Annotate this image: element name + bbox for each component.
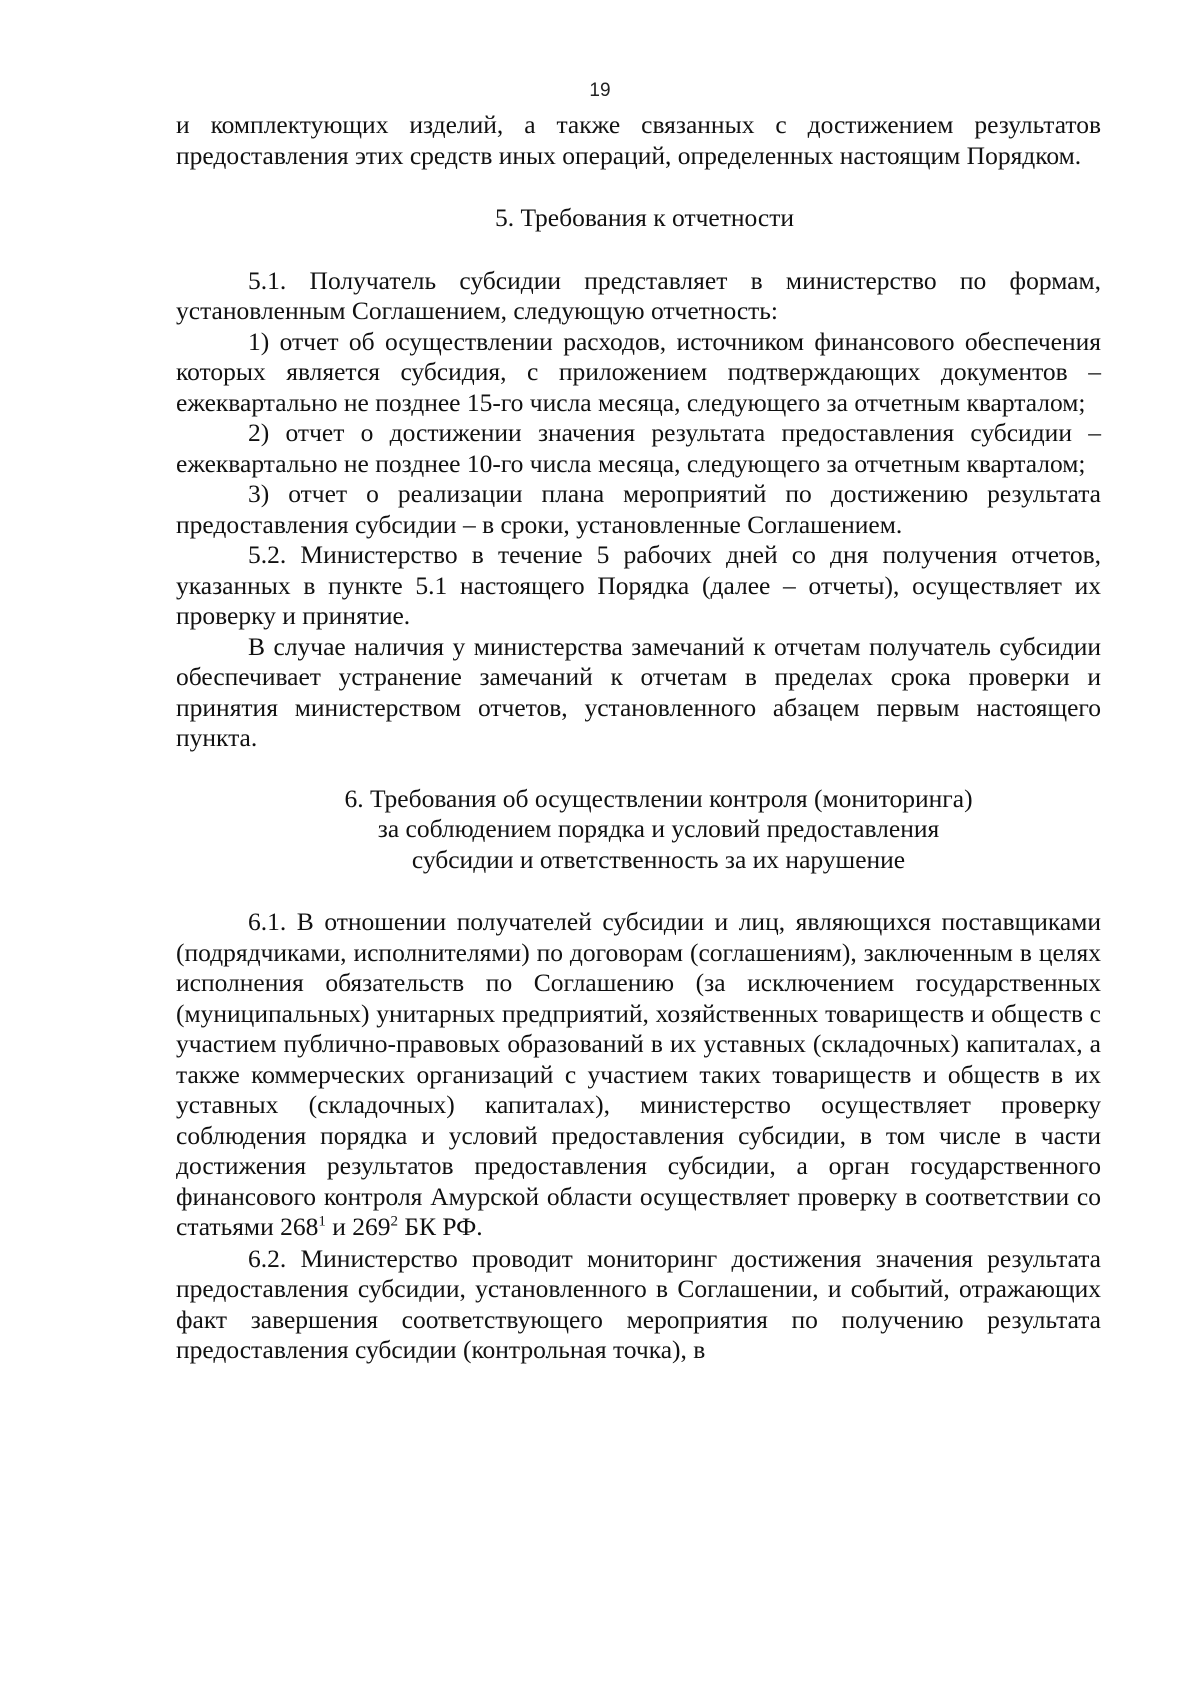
section-6-title-line3: субсидии и ответственность за их нарушение [411,844,906,874]
paragraph-6-1 [176,907,1101,1243]
section-6-title-line1: 6. Требования об осуществлении контроля (мониторинга) [344,783,973,813]
section-6-title [176,784,1101,876]
paragraph-6-1-end: БК РФ. [398,1212,483,1241]
paragraph-5-2: 5.2. Министерство в течение 5 рабочих дней со дня получения отчетов, указанных в пункте 5.1 настоящего Порядка (далее – отчеты), осуществляет их проверку и принятие. [176,540,1101,630]
document-body [176,110,1101,1366]
page-number: 19 [589,80,611,101]
list-item-1: 1) отчет об осуществлении расходов, источником финансового обеспечения которых является субсидия, с приложением подтверждающих документов – ежеквартально не позднее 15-го числа месяца, следующего за отчетным кварталом; [176,326,1101,417]
section-5-title: 5. Требования к отчетности [494,203,795,232]
paragraph-6-2: 6.2. Министерство проводит мониторинг достижения значения результата предоставления субсидии, установленного в Соглашении, и событий, отражающих факт завершения соответствующего мероприятия по получению результата предоставления субсидии (контрольная точка), в [176,1243,1101,1364]
paragraph-6-1-main: 6.1. В отношении получателей субсидии и лиц, являющихся поставщиками (подрядчиками, исполнителями) по договорам (соглашениям), заключенным в целях исполнения обязательств по Соглашению (за исключением государственных (муниципальных) унитарных предприятий, хозяйственных товариществ и обществ с участием публично-правовых образований в их уставных (складочных) капиталах, а также коммерческих организаций с участием таких товариществ и обществ в их уставных (складочных) капиталах), министерство осуществляет проверку соблюдения порядка и условий предоставления субсидии, в том числе в части достижения результатов предоставления субсидии, а орган государственного финансового контроля Амурской области осуществляет проверку в соответствии со статьями 268 [176,907,1101,1241]
paragraph-5-2-second: В случае наличия у министерства замечаний к отчетам получатель субсидии обеспечивает устранение замечаний к отчетам в пределах срока проверки и принятия министерством отчетов, установленного абзацем первым настоящего пункта. [176,631,1101,752]
section-6-title-line2: за соблюдением порядка и условий предоставления [377,814,940,843]
list-item-3: 3) отчет о реализации плана мероприятий по достижению результата предоставления субсидии – в сроки, установленные Соглашением. [176,479,1101,539]
intro-paragraph: и комплектующих изделий, а также связанных с достижением результатов предоставления этих средств иных операций, определенных настоящим Порядком. [176,110,1101,170]
article-268-superscript: 1 [318,1213,326,1230]
paragraph-5-1: 5.1. Получатель субсидии представляет в министерство по формам, установленным Соглашением, следующую отчетность: [176,265,1101,325]
list-item-2: 2) отчет о достижении значения результата предоставления субсидии – ежеквартально не позднее 10-го числа месяца, следующего за отчетным кварталом; [176,418,1101,478]
article-269-superscript: 2 [390,1213,398,1230]
paragraph-6-1-mid: и 269 [325,1212,391,1241]
